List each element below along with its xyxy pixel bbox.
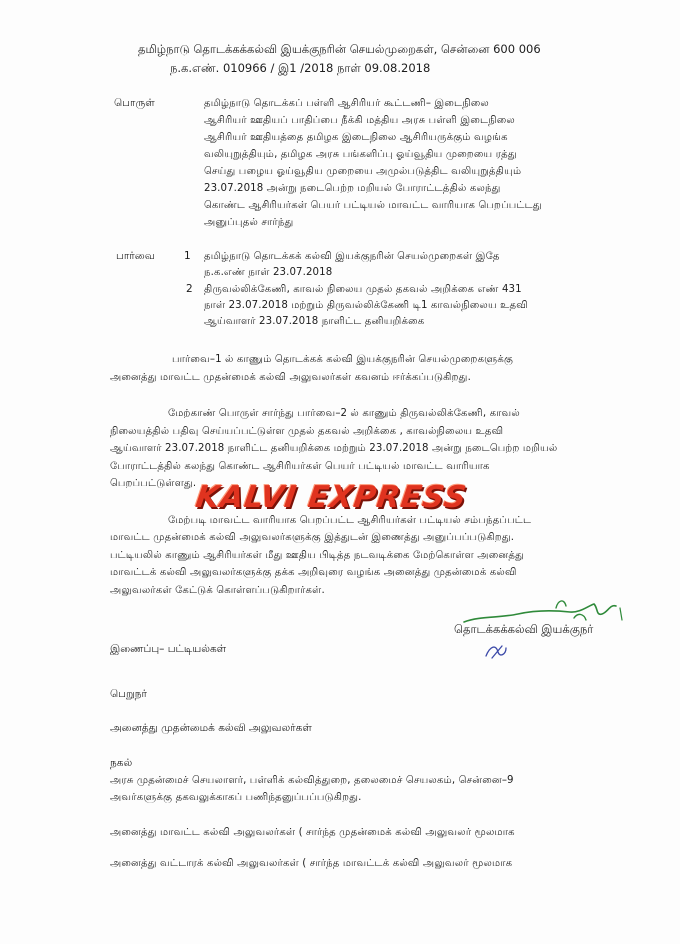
reference-number: ந.க.எண். 010966 / இ1 /2018 நாள் 09.08.2018 [170, 61, 431, 75]
paragraph-line: நிலையத்தில் பதிவு செய்யப்பட்டுள்ள முதல் தகவல் அறிக்கை , காவல்நிலைய உதவி [110, 426, 504, 437]
subject-line: அனுப்புதல் சார்ந்து [204, 217, 294, 228]
reference-line: தமிழ்நாடு தொடக்கக் கல்வி இயக்குநரின் செயல்முறைகள் இதே [204, 251, 500, 262]
subject-line: ஆசிரியர் ஊதியப் பாதிப்பை நீக்கி மத்திய அரசு பள்ளி இடைநிலை [204, 115, 515, 126]
watermark-logo: KALVI EXPRESS [193, 480, 470, 515]
reference-line: ந.க.எண் நாள் 23.07.2018 [204, 267, 333, 278]
subject-line: செய்து பழைய ஓய்வூதிய முறையை அமுல்படுத்திட வலியுறுத்தியும் [204, 166, 522, 177]
paragraph-line: மேற்படி மாவட்ட வாரியாக பெறப்பட்ட ஆசிரியர்கள் பட்டியல் சம்பந்தப்பட்ட [168, 515, 532, 526]
paragraph-line: போராட்டத்தில் கலந்து கொண்ட ஆசிரியர்கள் பெயர் பட்டியல் மாவட்ட வாரியாக [110, 461, 490, 472]
subject-label: பொருள் [114, 97, 155, 109]
reference-line: நாள் 23.07.2018 மற்றும் திருவல்லிக்கேணி டி1 காவல்நிலைய உதவி [204, 300, 528, 311]
subject-line: 23.07.2018 அன்று நடைபெற்ற மறியல் போராட்டத்தில் கலந்து [204, 183, 501, 194]
signatory-title: தொடக்கக்கல்வி இயக்குநர் [454, 622, 594, 636]
paragraph-line: அனைத்து மாவட்ட முதன்மைக் கல்வி அலுவலர்கள் கவனம் ஈர்க்கப்படுகிறது. [110, 372, 471, 383]
copy-label: நகல் [110, 757, 133, 769]
copy-extra-line: அனைத்து மாவட்ட கல்வி அலுவலர்கள் ( சார்ந்த முதன்மைக் கல்வி அலுவலர் மூலமாக [110, 827, 515, 838]
paragraph-line: பட்டியலில் காணும் ஆசிரியர்கள் மீது ஊதிய பிடித்த நடவடிக்கை மேற்கொள்ள அனைத்து [110, 550, 525, 561]
subject-line: தமிழ்நாடு தொடக்கப் பள்ளி ஆசிரியர் கூட்டணி– இடைநிலை [204, 98, 489, 109]
copy-line: அவர்களுக்கு தகவலுக்காகப் பணிந்தனுப்பப்படுகிறது. [110, 792, 362, 803]
paragraph-line: மாவட்டக் கல்வி அலுவலர்களுக்கு தக்க அறிவுரை வழங்க அனைத்து முதன்மைக் கல்வி [110, 567, 517, 578]
subject-line: கொண்ட ஆசிரியர்கள் பெயர் பட்டியல் மாவட்ட வாரியாக பெறப்பட்டது [204, 200, 542, 211]
reference-number-1: 1 [184, 250, 191, 262]
reference-number-2: 2 [186, 283, 193, 295]
office-heading: தமிழ்நாடு தொடக்கக்கல்வி இயக்குநரின் செயல்முறைகள், சென்னை 600 006 [138, 42, 541, 56]
copy-extra-line: அனைத்து வட்டாரக் கல்வி அலுவலர்கள் ( சார்ந்த மாவட்டக் கல்வி அலுவலர் மூலமாக [110, 858, 513, 869]
subject-line: வலியுறுத்தியும், தமிழக அரசு பங்களிப்பு ஓய்வூதிய முறையை ரத்து [204, 149, 517, 160]
copy-line: அரசு முதன்மைச் செயலாளர், பள்ளிக் கல்வித்துறை, தலைமைச் செயலகம், சென்னை–9 [110, 775, 514, 786]
paragraph-line: ஆய்வாளர் 23.07.2018 நாளிட்ட தனியறிக்கை மற்றும் 23.07.2018 அன்று நடைபெற்ற மறியல் [110, 443, 558, 454]
recipient-value: அனைத்து முதன்மைக் கல்வி அலுவலர்கள் [110, 722, 312, 734]
paragraph-line: பார்வை–1 ல் காணும் தொடக்கக் கல்வி இயக்குநரின் செயல்முறைகளுக்கு [172, 354, 514, 365]
initial-mark [482, 640, 510, 662]
reference-label: பார்வை [116, 250, 155, 262]
paragraph-line: அலுவலர்கள் கேட்டுக் கொள்ளப்படுகிறார்கள். [110, 585, 325, 596]
recipient-label: பெறுநர் [110, 688, 147, 700]
paragraph-line: மாவட்ட முதன்மைக் கல்வி அலுவலர்களுக்கு இத்துடன் இணைத்து அனுப்பப்படுகிறது. [110, 532, 515, 543]
subject-line: ஆசிரியர் ஊதியத்தை தமிழக இடைநிலை ஆசிரியருக்கும் வழங்க [204, 132, 508, 143]
paragraph-line: பெறப்பட்டுள்ளது. [110, 478, 197, 489]
enclosure-note: இணைப்பு– பட்டியல்கள் [110, 643, 227, 655]
reference-line: ஆய்வாளர் 23.07.2018 நாளிட்ட தனியறிக்கை [204, 316, 425, 327]
reference-line: திருவல்லிக்கேணி, காவல் நிலைய முதல் தகவல் அறிக்கை எண் 431 [204, 284, 522, 295]
paragraph-line: மேற்காண் பொருள் சார்ந்து பார்வை–2 ல் காணும் திருவல்லிக்கேணி, காவல் [168, 408, 520, 419]
